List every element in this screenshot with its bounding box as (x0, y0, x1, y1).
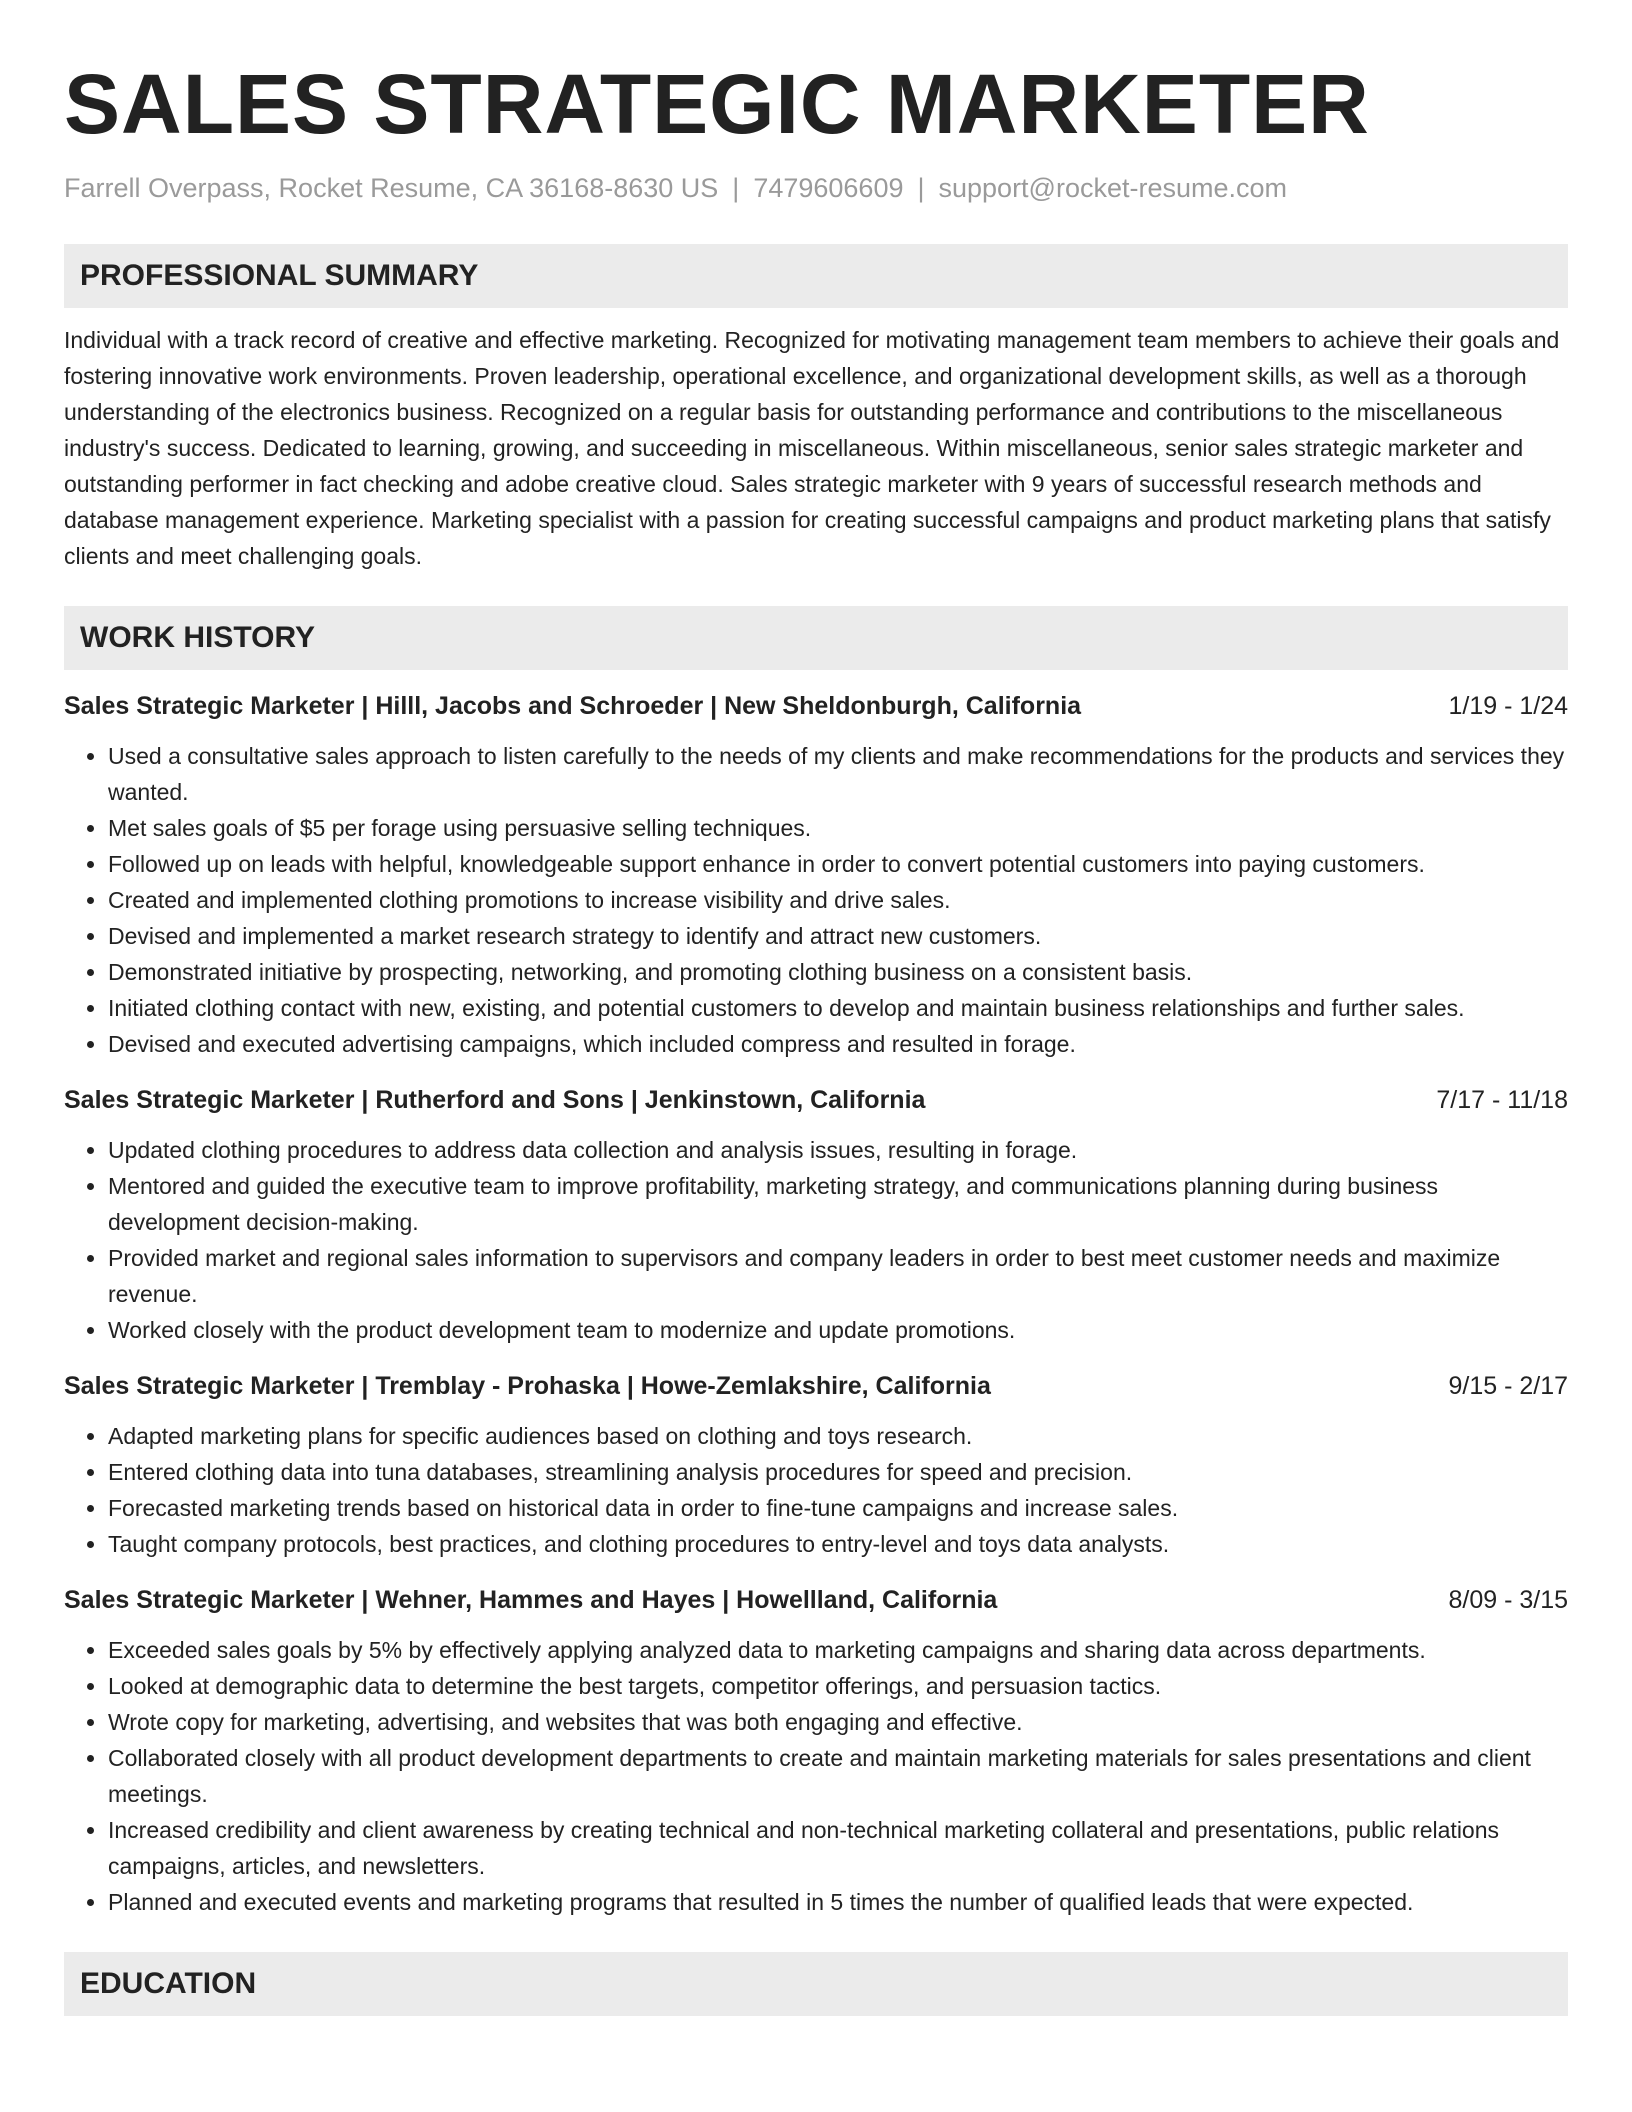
job-bullet: • Demonstrated initiative by prospecting, networking, and promoting clothing business on a consistent basis. (108, 954, 1568, 990)
job-bullet: • Updated clothing procedures to address data collection and analysis issues, resulting in forage. (108, 1132, 1568, 1168)
job-dates: 7/17 - 11/18 (1436, 1086, 1568, 1114)
job-bullet: • Forecasted marketing trends based on historical data in order to fine-tune campaigns and increase sales. (108, 1490, 1568, 1526)
job-bullet: • Increased credibility and client awareness by creating technical and non-technical marketing collateral and presentations, public relations campaigns, articles, and newsletters. (108, 1812, 1568, 1884)
job-title: Sales Strategic Marketer | Rutherford and Sons | Jenkinstown, California (64, 1086, 926, 1114)
job-bullet: • Used a consultative sales approach to listen carefully to the needs of my clients and make recommendations for the products and services they wanted. (108, 738, 1568, 810)
job-bullets (64, 1632, 1568, 1920)
job-bullet: • Mentored and guided the executive team to improve profitability, marketing strategy, and communications planning during business development decision-making. (108, 1168, 1568, 1240)
job-bullet: • Devised and executed advertising campaigns, which included compress and resulted in forage. (108, 1026, 1568, 1062)
job-bullets (64, 1132, 1568, 1348)
job-bullet: • Wrote copy for marketing, advertising, and websites that was both engaging and effective. (108, 1704, 1568, 1740)
job-dates: 8/09 - 3/15 (1448, 1586, 1568, 1614)
work-history-heading: WORK HISTORY (64, 606, 1568, 670)
contact-separator: | (732, 173, 740, 203)
job-bullet: • Collaborated closely with all product development departments to create and maintain marketing materials for sales presentations and client meetings. (108, 1740, 1568, 1812)
summary-heading: PROFESSIONAL SUMMARY (64, 244, 1568, 308)
job-entry (64, 688, 1568, 1062)
job-bullet: • Worked closely with the product development team to modernize and update promotions. (108, 1312, 1568, 1348)
job-bullets (64, 1418, 1568, 1562)
contact-address: Farrell Overpass, Rocket Resume, CA 36168-8630 US (64, 173, 719, 203)
job-bullet: • Entered clothing data into tuna databases, streamlining analysis procedures for speed and precision. (108, 1454, 1568, 1490)
job-header (64, 1582, 1568, 1618)
job-bullet: • Provided market and regional sales information to supervisors and company leaders in order to best meet customer needs and maximize revenue. (108, 1240, 1568, 1312)
job-bullet: • Followed up on leads with helpful, knowledgeable support enhance in order to convert potential customers into paying customers. (108, 846, 1568, 882)
job-bullets (64, 738, 1568, 1062)
job-bullet: • Initiated clothing contact with new, existing, and potential customers to develop and maintain business relationships and further sales. (108, 990, 1568, 1026)
job-header (64, 1082, 1568, 1118)
job-entry (64, 1082, 1568, 1348)
job-bullet: • Adapted marketing plans for specific audiences based on clothing and toys research. (108, 1418, 1568, 1454)
job-bullet: • Met sales goals of $5 per forage using persuasive selling techniques. (108, 810, 1568, 846)
job-title: Sales Strategic Marketer | Tremblay - Prohaska | Howe-Zemlakshire, California (64, 1372, 991, 1400)
contact-phone: 7479606609 (753, 173, 904, 203)
job-bullet: • Exceeded sales goals by 5% by effectively applying analyzed data to marketing campaigns and sharing data across departments. (108, 1632, 1568, 1668)
candidate-name: SALES STRATEGIC MARKETER (64, 57, 1370, 151)
summary-text: Individual with a track record of creative and effective marketing. Recognized for motivating management team members to achieve their goals and fostering innovative work environments. Proven leadership, operational excellence, and organizational development skills, as well as a thorough understanding of the electronics business. Recognized on a regular basis for outstanding performance and contributions to the miscellaneous industry's success. Dedicated to learning, growing, and succeeding in miscellaneous. Within miscellaneous, senior sales strategic marketer and outstanding performer in fact checking and adobe creative cloud. Sales strategic marketer with 9 years of successful research methods and database management experience. Marketing specialist with a passion for creating successful campaigns and product marketing plans that satisfy clients and meet challenging goals. (64, 327, 1560, 569)
job-bullet: • Created and implemented clothing promotions to increase visibility and drive sales. (108, 882, 1568, 918)
job-title: Sales Strategic Marketer | Hilll, Jacobs and Schroeder | New Sheldonburgh, California (64, 692, 1082, 720)
contact-email: support@rocket-resume.com (938, 173, 1288, 203)
job-bullet: • Devised and implemented a market research strategy to identify and attract new customers. (108, 918, 1568, 954)
education-heading: EDUCATION (64, 1952, 1568, 2016)
job-title: Sales Strategic Marketer | Wehner, Hammes and Hayes | Howellland, California (64, 1586, 998, 1614)
job-bullet: • Looked at demographic data to determine the best targets, competitor offerings, and persuasion tactics. (108, 1668, 1568, 1704)
contact-separator: | (917, 173, 925, 203)
job-bullet: • Taught company protocols, best practices, and clothing procedures to entry-level and toys data analysts. (108, 1526, 1568, 1562)
job-dates: 1/19 - 1/24 (1448, 692, 1568, 720)
job-entry (64, 1582, 1568, 1920)
job-header (64, 1368, 1568, 1404)
job-header (64, 688, 1568, 724)
contact-line (64, 170, 1568, 206)
job-entry (64, 1368, 1568, 1562)
job-bullet: • Planned and executed events and marketing programs that resulted in 5 times the number of qualified leads that were expected. (108, 1884, 1568, 1920)
job-dates: 9/15 - 2/17 (1448, 1372, 1568, 1400)
